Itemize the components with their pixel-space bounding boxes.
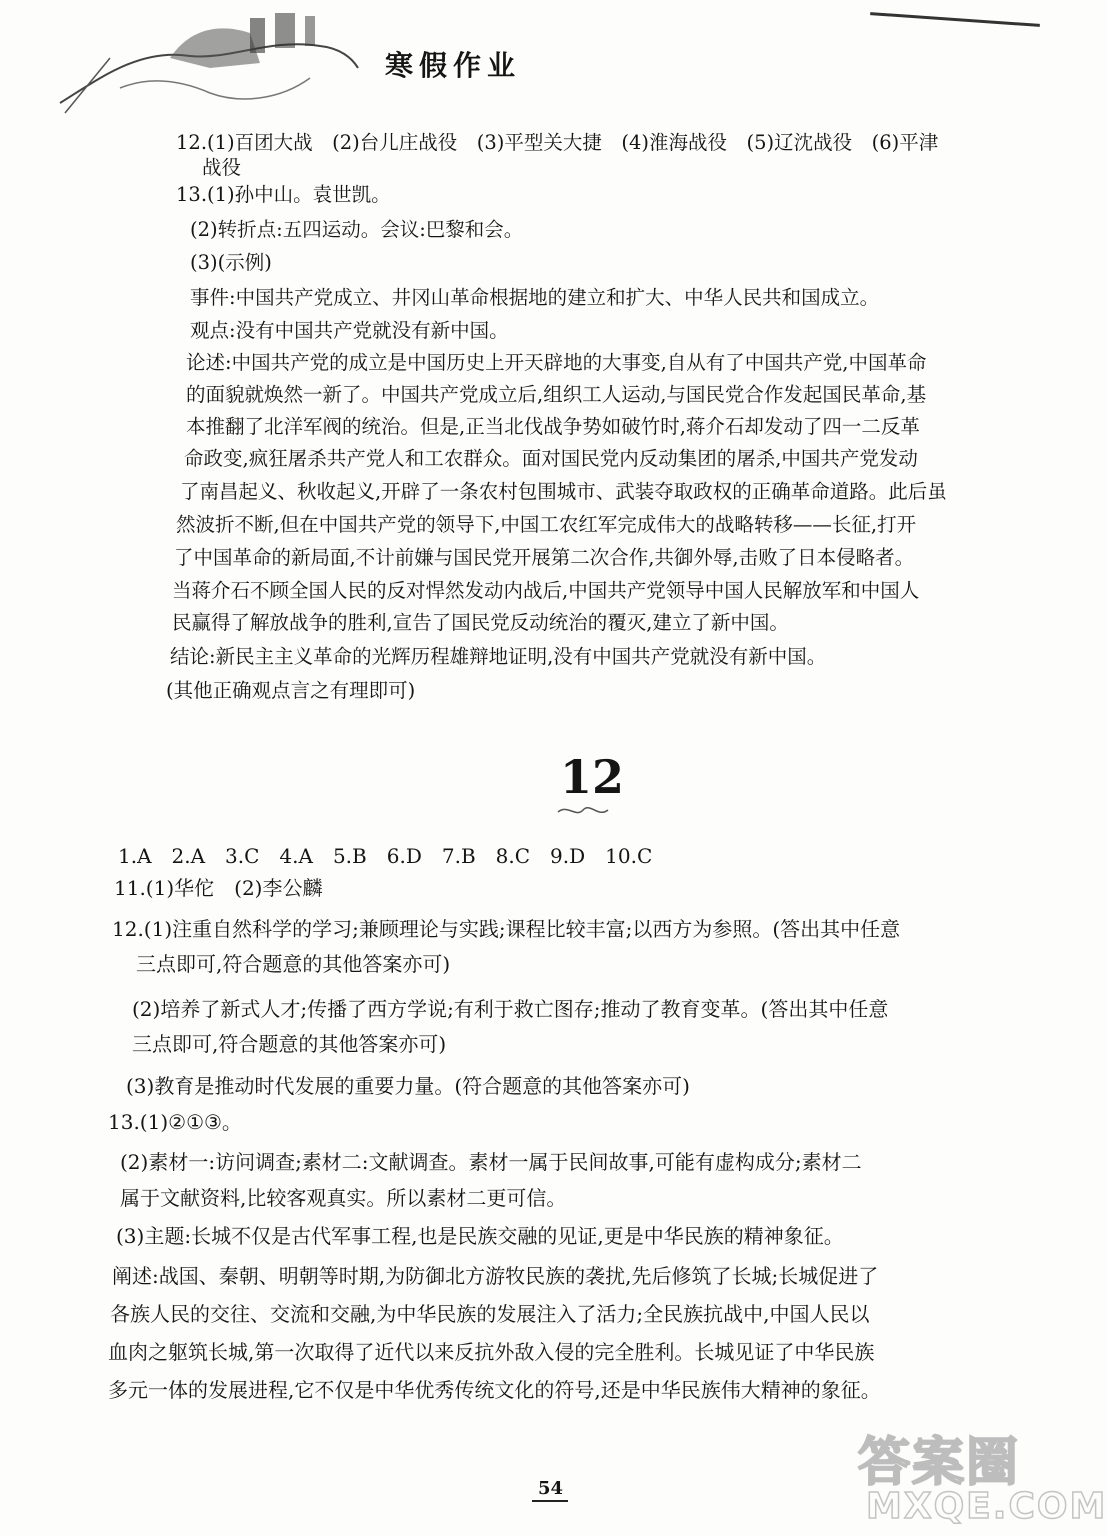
answer-line: (其他正确观点言之有理即可) [166, 679, 416, 702]
page-header [0, 0, 1064, 120]
answer-line: (2)转折点:五四运动。会议:巴黎和会。 [190, 218, 524, 241]
answer-line: 了南昌起义、秋收起义,开辟了一条农村包围城市、武装夺取政权的正确革命道路。此后虽 [180, 480, 947, 503]
answer-line: 多元一体的发展进程,它不仅是中华优秀传统文化的符号,还是中华民族伟大精神的象征。 [108, 1378, 881, 1402]
page-number-rule [532, 1500, 568, 1502]
answer-line: 属于文献资料,比较客观真实。所以素材二更可信。 [120, 1186, 567, 1210]
answer-line: 阐述:战国、秦朝、明朝等时期,为防御北方游牧民族的袭扰,先后修筑了长城;长城促进了 [112, 1264, 879, 1288]
landscape-illustration-icon [60, 8, 360, 118]
answer-line: 1.A 2.A 3.C 4.A 5.B 6.D 7.B 8.C 9.D 10.C [118, 844, 653, 868]
page-title: 寒假作业 [385, 49, 522, 82]
watermark-logo [858, 1420, 1107, 1532]
answer-line: 结论:新民主主义革命的光辉历程雄辩地证明,没有中国共产党就没有新中国。 [170, 645, 827, 668]
answer-line: 然波折不断,但在中国共产党的领导下,中国工农红军完成伟大的战略转移——长征,打开 [176, 513, 917, 536]
answer-line: (2)培养了新式人才;传播了西方学说;有利于救亡图存;推动了教育变革。(答出其中任意 [132, 997, 889, 1021]
section-ornament-icon [556, 802, 610, 820]
answer-line: 本推翻了北洋军阀的统治。但是,正当北伐战争势如破竹时,蒋介石却发动了四一二反革 [186, 415, 920, 438]
answer-line: 13.(1)孙中山。袁世凯。 [176, 183, 391, 206]
answer-line: 12.(1)百团大战 (2)台儿庄战役 (3)平型关大捷 (4)淮海战役 (5)辽沈战役 (6)平津 [176, 131, 939, 154]
answer-line: (3)(示例) [190, 251, 272, 274]
answer-line: 血肉之躯筑长城,第一次取得了近代以来反抗外敌入侵的完全胜利。长城见证了中华民族 [108, 1340, 875, 1364]
answer-line: 三点即可,符合题意的其他答案亦可) [136, 952, 451, 976]
section-number: 12 [560, 750, 625, 804]
answer-line: 11.(1)华佗 (2)李公麟 [114, 876, 323, 900]
answer-line: 三点即可,符合题意的其他答案亦可) [132, 1032, 447, 1056]
watermark-domain: MXQE.COM [866, 1486, 1107, 1527]
answer-line: 13.(1)②①③。 [108, 1110, 242, 1134]
answer-line: 各族人民的交往、交流和交融,为中华民族的发展注入了活力;全民族抗战中,中国人民以 [110, 1302, 870, 1326]
answer-line: 当蒋介石不顾全国人民的反对悍然发动内战后,中国共产党领导中国人民解放军和中国人 [172, 579, 920, 602]
answer-line: 了中国革命的新局面,不计前嫌与国民党开展第二次合作,共御外辱,击败了日本侵略者。 [174, 546, 915, 569]
header-rule [870, 12, 1040, 27]
answer-line: 观点:没有中国共产党就没有新中国。 [190, 319, 509, 342]
answer-line: 事件:中国共产党成立、井冈山革命根据地的建立和扩大、中华人民共和国成立。 [190, 286, 880, 309]
answer-line: (3)教育是推动时代发展的重要力量。(符合题意的其他答案亦可) [126, 1074, 690, 1098]
answer-line: 论述:中国共产党的成立是中国历史上开天辟地的大事变,自从有了中国共产党,中国革命 [186, 351, 927, 374]
answer-line: 的面貌就焕然一新了。中国共产党成立后,组织工人运动,与国民党合作发起国民革命,基 [186, 383, 927, 406]
watermark-chars: 答案圈 [858, 1433, 1021, 1493]
answer-line: (2)素材一:访问调查;素材二:文献调查。素材一属于民间故事,可能有虚构成分;素材二 [120, 1150, 862, 1174]
answer-line: (3)主题:长城不仅是古代军事工程,也是民族交融的见证,更是中华民族的精神象征。 [116, 1224, 844, 1248]
answer-line: 12.(1)注重自然科学的学习;兼顾理论与实践;课程比较丰富;以西方为参照。(答出其中任意 [112, 917, 901, 941]
answer-line: 民赢得了解放战争的胜利,宣告了国民党反动统治的覆灭,建立了新中国。 [172, 611, 789, 634]
page-number: 54 [538, 1478, 564, 1499]
answer-line: 战役 [202, 156, 242, 179]
answer-line: 命政变,疯狂屠杀共产党人和工农群众。面对国民党内反动集团的屠杀,中国共产党发动 [184, 447, 918, 470]
